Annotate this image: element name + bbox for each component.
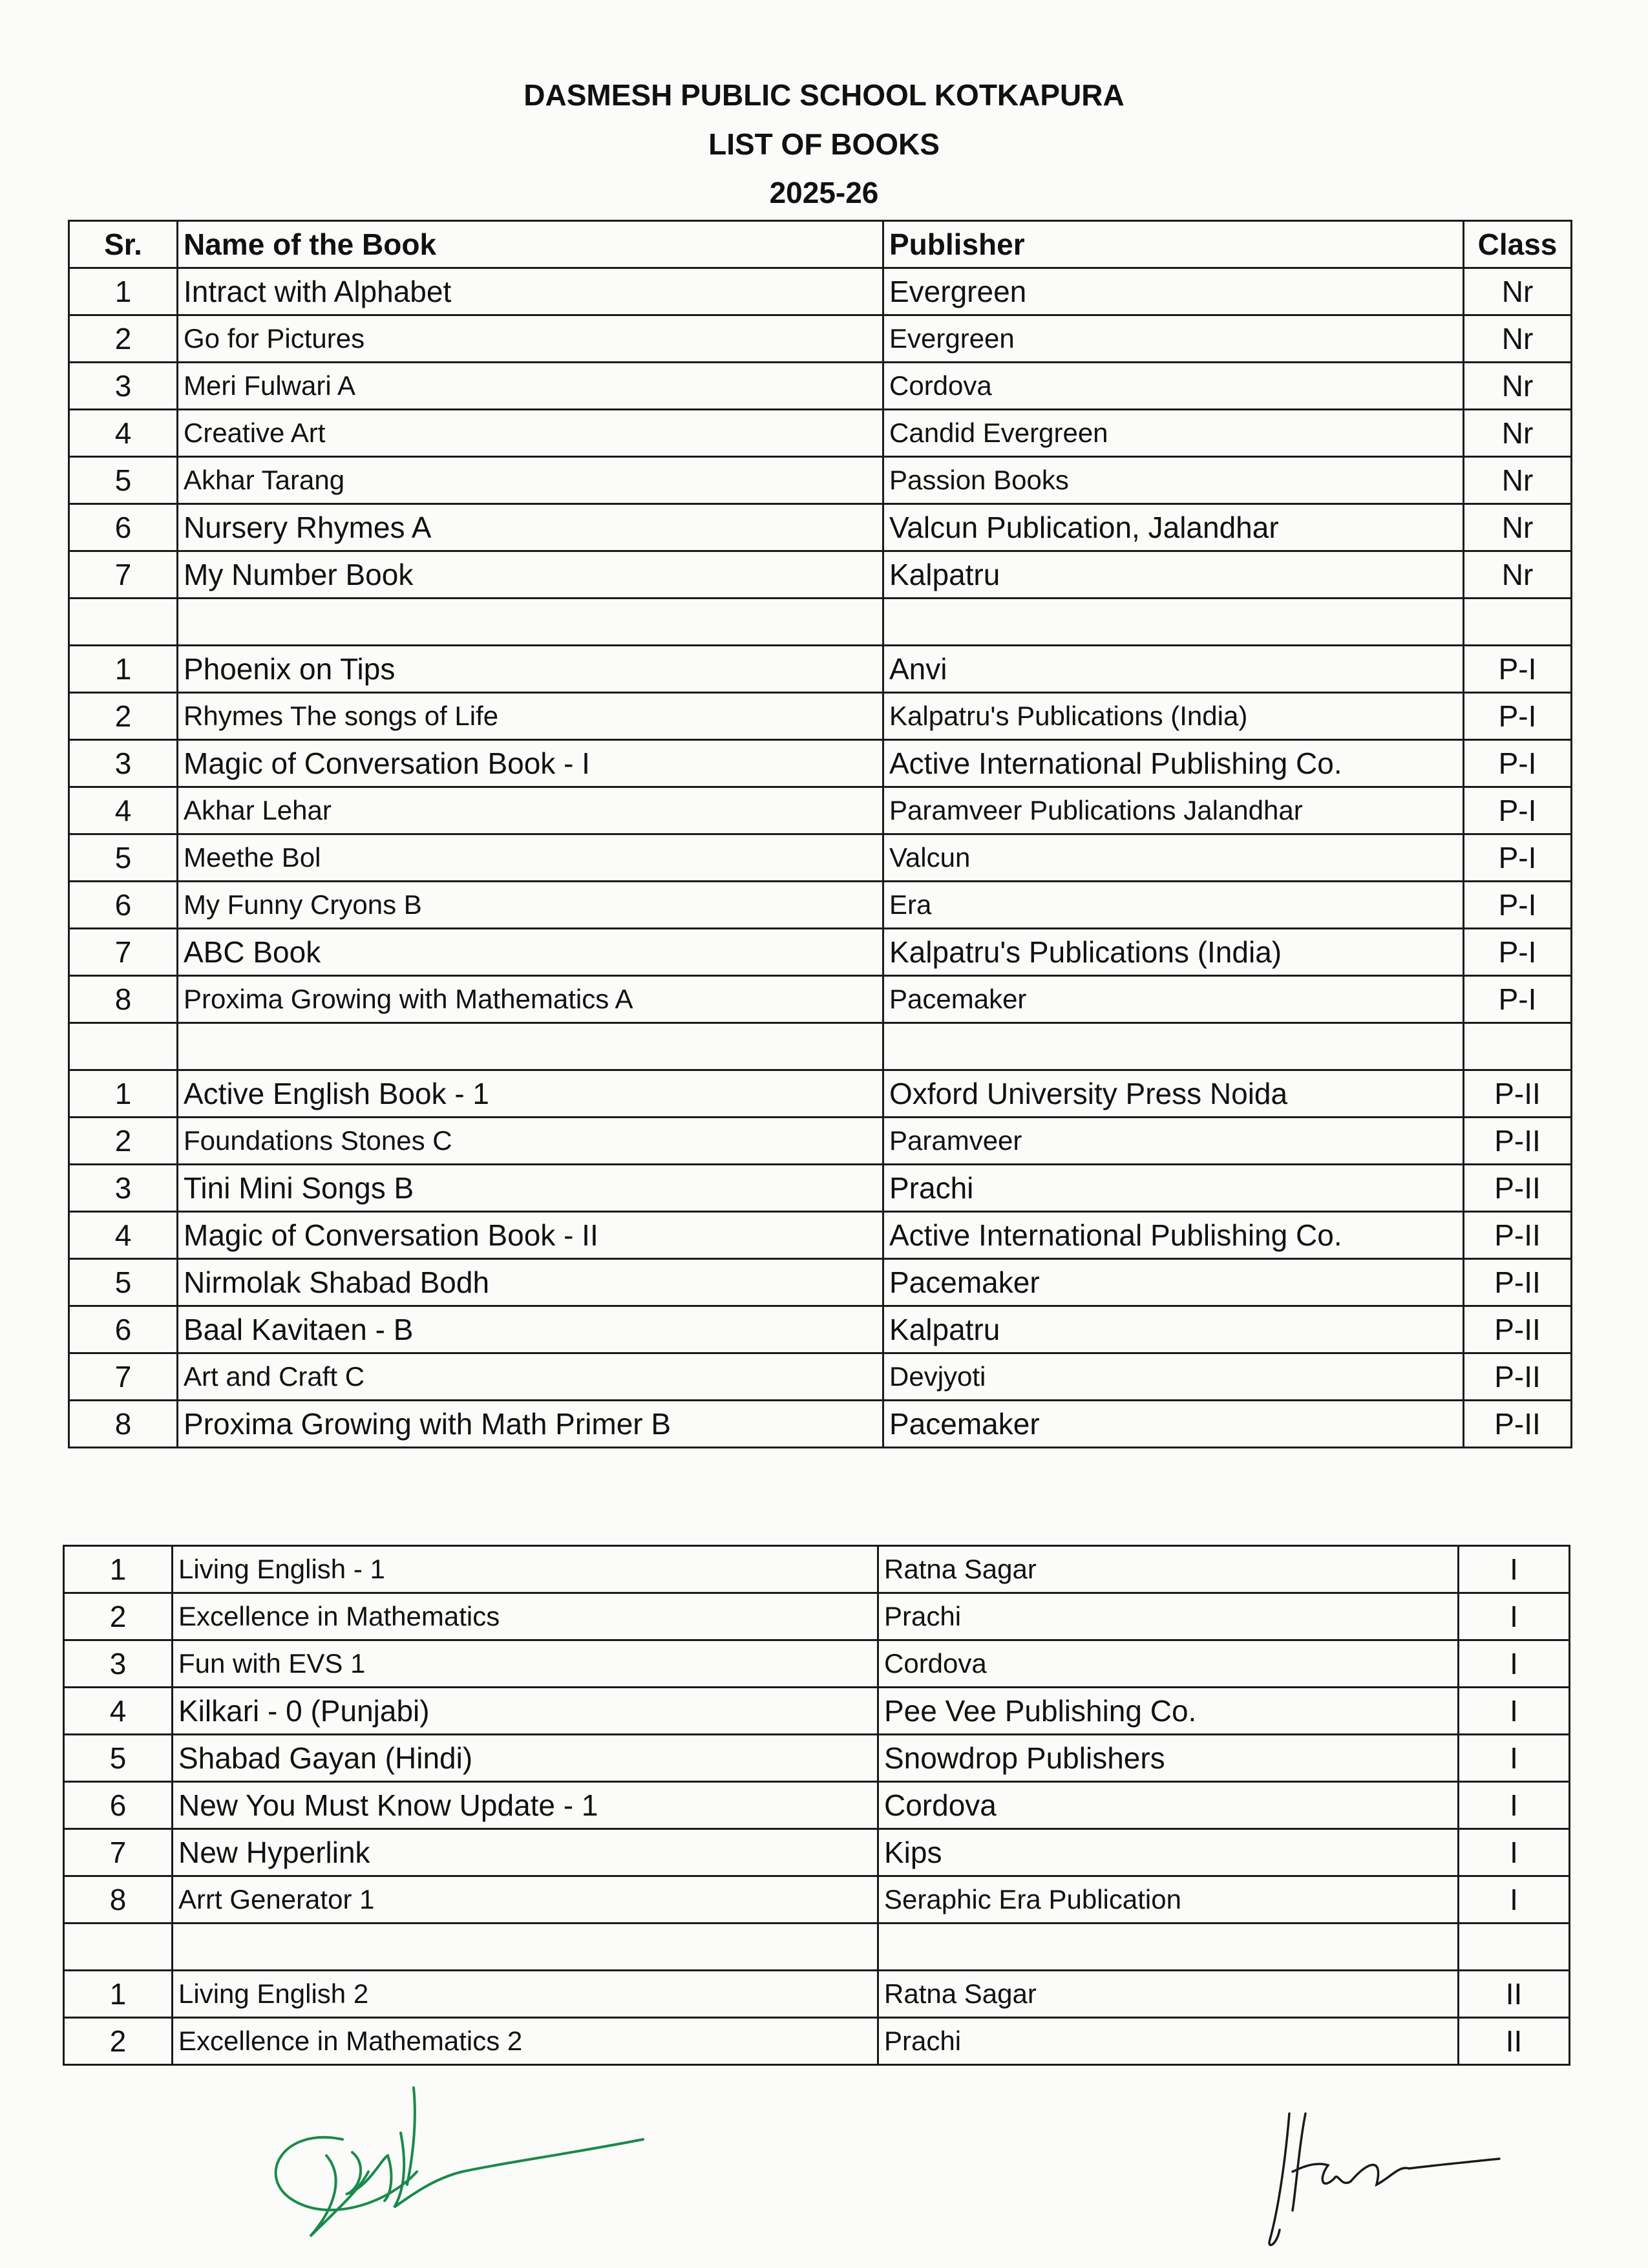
cell-class: P-II <box>1464 1165 1572 1212</box>
cell-sr: 7 <box>69 1353 178 1401</box>
cell-publisher: Passion Books <box>883 457 1464 504</box>
table-row <box>69 1118 1572 1165</box>
cell-class: I <box>1459 1593 1570 1640</box>
cell-class: II <box>1459 1971 1570 2018</box>
table-row <box>69 315 1572 363</box>
cell-publisher: Prachi <box>878 2018 1459 2065</box>
table-row <box>64 1971 1570 2018</box>
cell-publisher: Kalpatru's Publications (India) <box>883 693 1464 740</box>
cell-publisher: Active International Publishing Co. <box>883 1212 1464 1259</box>
cell-class <box>1459 1924 1570 1971</box>
cell-class: Nr <box>1464 410 1572 457</box>
cell-book-name <box>178 599 883 646</box>
table-row <box>69 1070 1572 1118</box>
table-row <box>69 929 1572 976</box>
cell-publisher: Oxford University Press Noida <box>883 1070 1464 1118</box>
table-row <box>69 646 1572 693</box>
table-row <box>64 1782 1570 1829</box>
cell-book-name: Intract with Alphabet <box>178 268 883 315</box>
cell-book-name: Magic of Conversation Book - II <box>178 1212 883 1259</box>
cell-class: Nr <box>1464 551 1572 599</box>
cell-publisher: Ratna Sagar <box>878 1971 1459 2018</box>
cell-publisher: Paramveer Publications Jalandhar <box>883 787 1464 834</box>
teacher-signature <box>1260 2101 1506 2256</box>
cell-book-name: New Hyperlink <box>173 1829 878 1876</box>
cell-book-name: Foundations Stones C <box>178 1118 883 1165</box>
cell-book-name: Arrt Generator 1 <box>173 1876 878 1924</box>
cell-publisher <box>883 1023 1464 1070</box>
cell-book-name: Akhar Tarang <box>178 457 883 504</box>
signature-ink-right <box>1269 2114 1499 2245</box>
cell-book-name: Active English Book - 1 <box>178 1070 883 1118</box>
cell-publisher: Ratna Sagar <box>878 1546 1459 1593</box>
cell-class: II <box>1459 2018 1570 2065</box>
cell-sr <box>64 1924 173 1971</box>
cell-sr: 8 <box>69 976 178 1023</box>
spacer-row <box>69 599 1572 646</box>
cell-class: P-II <box>1464 1118 1572 1165</box>
cell-book-name: Proxima Growing with Math Primer B <box>178 1401 883 1448</box>
cell-publisher: Candid Evergreen <box>883 410 1464 457</box>
cell-class: P-I <box>1464 834 1572 882</box>
cell-sr: 7 <box>64 1829 173 1876</box>
cell-publisher: Seraphic Era Publication <box>878 1876 1459 1924</box>
cell-sr: 3 <box>64 1640 173 1688</box>
cell-sr: 2 <box>69 693 178 740</box>
cell-class: Nr <box>1464 504 1572 551</box>
cell-publisher: Pacemaker <box>883 976 1464 1023</box>
cell-publisher: Snowdrop Publishers <box>878 1735 1459 1782</box>
table-row <box>69 787 1572 834</box>
cell-book-name: My Number Book <box>178 551 883 599</box>
table-row <box>64 1876 1570 1924</box>
cell-book-name: Creative Art <box>178 410 883 457</box>
cell-class: Nr <box>1464 457 1572 504</box>
cell-publisher: Valcun Publication, Jalandhar <box>883 504 1464 551</box>
principal-signature <box>255 2062 650 2256</box>
cell-sr: 6 <box>69 882 178 929</box>
cell-sr: 1 <box>69 646 178 693</box>
cell-class: P-II <box>1464 1401 1572 1448</box>
table-row <box>69 1259 1572 1306</box>
cell-sr <box>69 1023 178 1070</box>
cell-publisher: Cordova <box>878 1640 1459 1688</box>
cell-sr: 2 <box>69 315 178 363</box>
table-row <box>64 1546 1570 1593</box>
cell-publisher: Anvi <box>883 646 1464 693</box>
cell-sr: 1 <box>69 1070 178 1118</box>
cell-class: Nr <box>1464 363 1572 410</box>
cell-class: P-I <box>1464 693 1572 740</box>
session-year: 2025-26 <box>769 176 879 209</box>
cell-publisher: Kalpatru <box>883 551 1464 599</box>
cell-publisher: Devjyoti <box>883 1353 1464 1401</box>
cell-book-name: Akhar Lehar <box>178 787 883 834</box>
cell-book-name: Living English - 1 <box>173 1546 878 1593</box>
cell-book-name: New You Must Know Update - 1 <box>173 1782 878 1829</box>
cell-publisher: Evergreen <box>883 315 1464 363</box>
cell-class: I <box>1459 1640 1570 1688</box>
cell-book-name: Magic of Conversation Book - I <box>178 740 883 787</box>
cell-book-name: Baal Kavitaen - B <box>178 1306 883 1353</box>
cell-publisher: Evergreen <box>883 268 1464 315</box>
cell-class: P-I <box>1464 646 1572 693</box>
cell-publisher: Active International Publishing Co. <box>883 740 1464 787</box>
books-table-class-1-2 <box>63 1545 1570 2066</box>
cell-sr: 7 <box>69 929 178 976</box>
cell-publisher: Era <box>883 882 1464 929</box>
signature-ink-left <box>276 2088 643 2236</box>
table-row <box>69 882 1572 929</box>
cell-book-name: Proxima Growing with Mathematics A <box>178 976 883 1023</box>
cell-book-name: Excellence in Mathematics <box>173 1593 878 1640</box>
books-table-nursery-to-p2 <box>68 220 1572 1448</box>
table-row <box>69 551 1572 599</box>
cell-sr: 4 <box>69 787 178 834</box>
cell-class: P-II <box>1464 1070 1572 1118</box>
spacer-row <box>69 1023 1572 1070</box>
cell-class: P-I <box>1464 740 1572 787</box>
cell-publisher: Pee Vee Publishing Co. <box>878 1688 1459 1735</box>
cell-sr: 1 <box>64 1971 173 2018</box>
cell-sr: 5 <box>69 457 178 504</box>
cell-sr: 6 <box>69 1306 178 1353</box>
cell-book-name: Art and Craft C <box>178 1353 883 1401</box>
cell-sr <box>69 599 178 646</box>
cell-class: P-I <box>1464 787 1572 834</box>
cell-publisher: Valcun <box>883 834 1464 882</box>
cell-book-name: Phoenix on Tips <box>178 646 883 693</box>
cell-book-name <box>178 1023 883 1070</box>
table-row <box>69 504 1572 551</box>
cell-sr: 4 <box>64 1688 173 1735</box>
cell-sr: 2 <box>64 1593 173 1640</box>
table-row <box>69 740 1572 787</box>
cell-publisher: Pacemaker <box>883 1259 1464 1306</box>
table-row <box>69 1165 1572 1212</box>
cell-publisher: Kips <box>878 1829 1459 1876</box>
column-header-class: Class <box>1464 221 1572 268</box>
cell-class: I <box>1459 1735 1570 1782</box>
cell-book-name: Excellence in Mathematics 2 <box>173 2018 878 2065</box>
cell-book-name: Rhymes The songs of Life <box>178 693 883 740</box>
table-row <box>64 1593 1570 1640</box>
cell-sr: 3 <box>69 740 178 787</box>
cell-class: I <box>1459 1688 1570 1735</box>
cell-publisher: Cordova <box>878 1782 1459 1829</box>
cell-book-name: Meri Fulwari A <box>178 363 883 410</box>
cell-book-name: Kilkari - 0 (Punjabi) <box>173 1688 878 1735</box>
table-row <box>64 1829 1570 1876</box>
cell-sr: 6 <box>64 1782 173 1829</box>
cell-sr: 6 <box>69 504 178 551</box>
cell-sr: 5 <box>64 1735 173 1782</box>
cell-book-name: Tini Mini Songs B <box>178 1165 883 1212</box>
cell-book-name: Nirmolak Shabad Bodh <box>178 1259 883 1306</box>
table-row <box>69 363 1572 410</box>
cell-publisher <box>878 1924 1459 1971</box>
table-row <box>64 1688 1570 1735</box>
cell-sr: 2 <box>69 1118 178 1165</box>
cell-sr: 5 <box>69 834 178 882</box>
cell-sr: 1 <box>69 268 178 315</box>
cell-sr: 4 <box>69 1212 178 1259</box>
cell-publisher: Paramveer <box>883 1118 1464 1165</box>
spacer-row <box>64 1924 1570 1971</box>
cell-class: P-I <box>1464 976 1572 1023</box>
cell-publisher: Prachi <box>883 1165 1464 1212</box>
table-row <box>69 457 1572 504</box>
cell-class: P-I <box>1464 929 1572 976</box>
cell-book-name: ABC Book <box>178 929 883 976</box>
cell-sr: 5 <box>69 1259 178 1306</box>
cell-book-name: Fun with EVS 1 <box>173 1640 878 1688</box>
cell-book-name: Meethe Bol <box>178 834 883 882</box>
cell-publisher: Kalpatru's Publications (India) <box>883 929 1464 976</box>
table-row <box>69 410 1572 457</box>
cell-sr: 3 <box>69 1165 178 1212</box>
cell-publisher: Cordova <box>883 363 1464 410</box>
table-row <box>64 1735 1570 1782</box>
cell-class: I <box>1459 1546 1570 1593</box>
table-row <box>69 268 1572 315</box>
cell-class: I <box>1459 1876 1570 1924</box>
cell-book-name: Living English 2 <box>173 1971 878 2018</box>
table-row <box>69 693 1572 740</box>
cell-sr: 8 <box>69 1401 178 1448</box>
cell-class: P-II <box>1464 1212 1572 1259</box>
cell-publisher: Prachi <box>878 1593 1459 1640</box>
table-row <box>69 976 1572 1023</box>
cell-sr: 4 <box>69 410 178 457</box>
cell-sr: 2 <box>64 2018 173 2065</box>
school-name: DASMESH PUBLIC SCHOOL KOTKAPURA <box>523 78 1125 112</box>
cell-sr: 7 <box>69 551 178 599</box>
table-header-row <box>69 221 1572 268</box>
cell-class: P-I <box>1464 882 1572 929</box>
table-row <box>69 834 1572 882</box>
cell-publisher: Kalpatru <box>883 1306 1464 1353</box>
column-header-sr: Sr. <box>69 221 178 268</box>
table-row <box>69 1353 1572 1401</box>
cell-publisher <box>883 599 1464 646</box>
cell-class: Nr <box>1464 268 1572 315</box>
column-header-name: Name of the Book <box>178 221 883 268</box>
table-row <box>69 1212 1572 1259</box>
cell-sr: 1 <box>64 1546 173 1593</box>
table-row <box>69 1401 1572 1448</box>
cell-book-name: Shabad Gayan (Hindi) <box>173 1735 878 1782</box>
cell-class: Nr <box>1464 315 1572 363</box>
cell-class: P-II <box>1464 1306 1572 1353</box>
cell-class <box>1464 1023 1572 1070</box>
cell-class: P-II <box>1464 1259 1572 1306</box>
list-title: LIST OF BOOKS <box>708 127 940 161</box>
cell-book-name: Go for Pictures <box>178 315 883 363</box>
cell-class: I <box>1459 1782 1570 1829</box>
table-row <box>64 1640 1570 1688</box>
cell-book-name: My Funny Cryons B <box>178 882 883 929</box>
column-header-publisher: Publisher <box>883 221 1464 268</box>
cell-class: P-II <box>1464 1353 1572 1401</box>
cell-book-name <box>173 1924 878 1971</box>
table-row <box>69 1306 1572 1353</box>
cell-publisher: Pacemaker <box>883 1401 1464 1448</box>
cell-sr: 3 <box>69 363 178 410</box>
cell-class <box>1464 599 1572 646</box>
cell-book-name: Nursery Rhymes A <box>178 504 883 551</box>
cell-sr: 8 <box>64 1876 173 1924</box>
cell-class: I <box>1459 1829 1570 1876</box>
table-row <box>64 2018 1570 2065</box>
